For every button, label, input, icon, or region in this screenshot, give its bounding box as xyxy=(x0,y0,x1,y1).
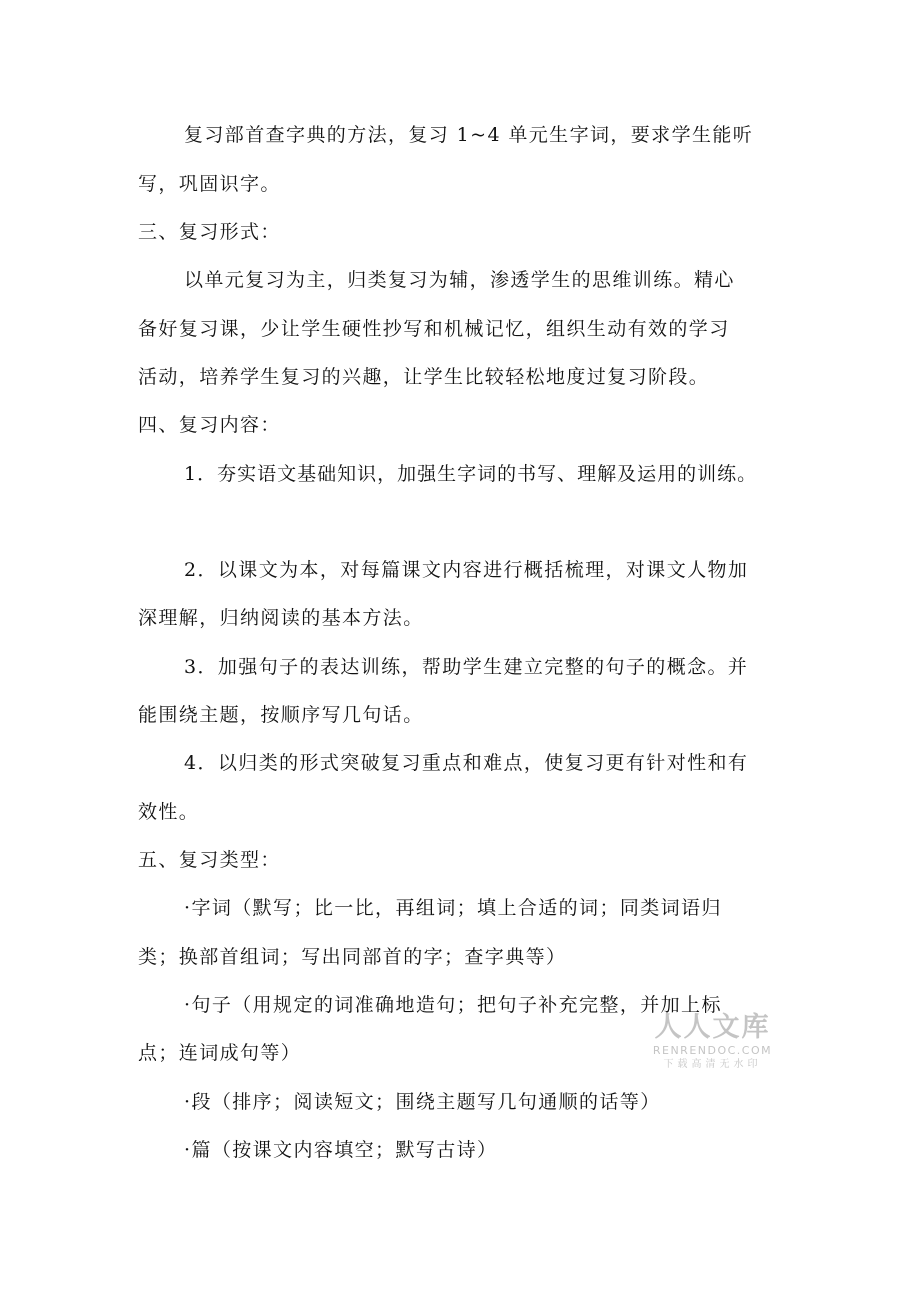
section-heading: 四、复习内容： xyxy=(138,414,281,436)
text-line: 以单元复习为主，归类复习为辅，渗透学生的思维训练。精心 xyxy=(184,269,735,291)
text-line: 效性。 xyxy=(138,801,200,823)
text-line: 3．加强句子的表达训练，帮助学生建立完整的句子的概念。并 xyxy=(184,656,749,678)
text-line: 深理解，归纳阅读的基本方法。 xyxy=(138,607,424,629)
text-line: 点；连词成句等） xyxy=(138,1042,302,1064)
watermark xyxy=(650,1012,775,1072)
text-line: 类；换部首组词；写出同部首的字；查字典等） xyxy=(138,946,567,968)
text-line: 复习部首查字典的方法，复习 1~4 单元生字词，要求学生能听 xyxy=(184,124,754,146)
section-heading: 五、复习类型： xyxy=(138,849,281,871)
text-line: 备好复习课，少让学生硬性抄写和机械记忆，组织生动有效的学习 xyxy=(138,318,730,340)
text-line: 2．以课文为本，对每篇课文内容进行概括梳理，对课文人物加 xyxy=(184,559,749,581)
text-line: 1．夯实语文基础知识，加强生字词的书写、理解及运用的训练。 xyxy=(184,463,758,485)
watermark-subtitle: 下载高清无水印 xyxy=(663,1059,762,1070)
text-line: 写，巩固识字。 xyxy=(138,173,281,195)
list-item: ·篇（按课文内容填空；默写古诗） xyxy=(184,1139,498,1161)
list-item: ·字词（默写；比一比，再组词；填上合适的词；同类词语归 xyxy=(184,897,722,919)
watermark-url: RENRENDOC.COM xyxy=(652,1044,773,1057)
section-heading: 三、复习形式： xyxy=(138,221,281,243)
text-line: 4．以归类的形式突破复习重点和难点，使复习更有针对性和有 xyxy=(184,752,749,774)
list-item: ·段（排序；阅读短文；围绕主题写几句通顺的话等） xyxy=(184,1091,661,1113)
text-line: 能围绕主题，按顺序写几句话。 xyxy=(138,704,424,726)
text-line: 活动，培养学生复习的兴趣，让学生比较轻松地度过复习阶段。 xyxy=(138,366,710,388)
watermark-title: 人人文库 xyxy=(654,1012,771,1043)
list-item: ·句子（用规定的词准确地造句；把句子补充完整，并加上标 xyxy=(184,994,722,1016)
